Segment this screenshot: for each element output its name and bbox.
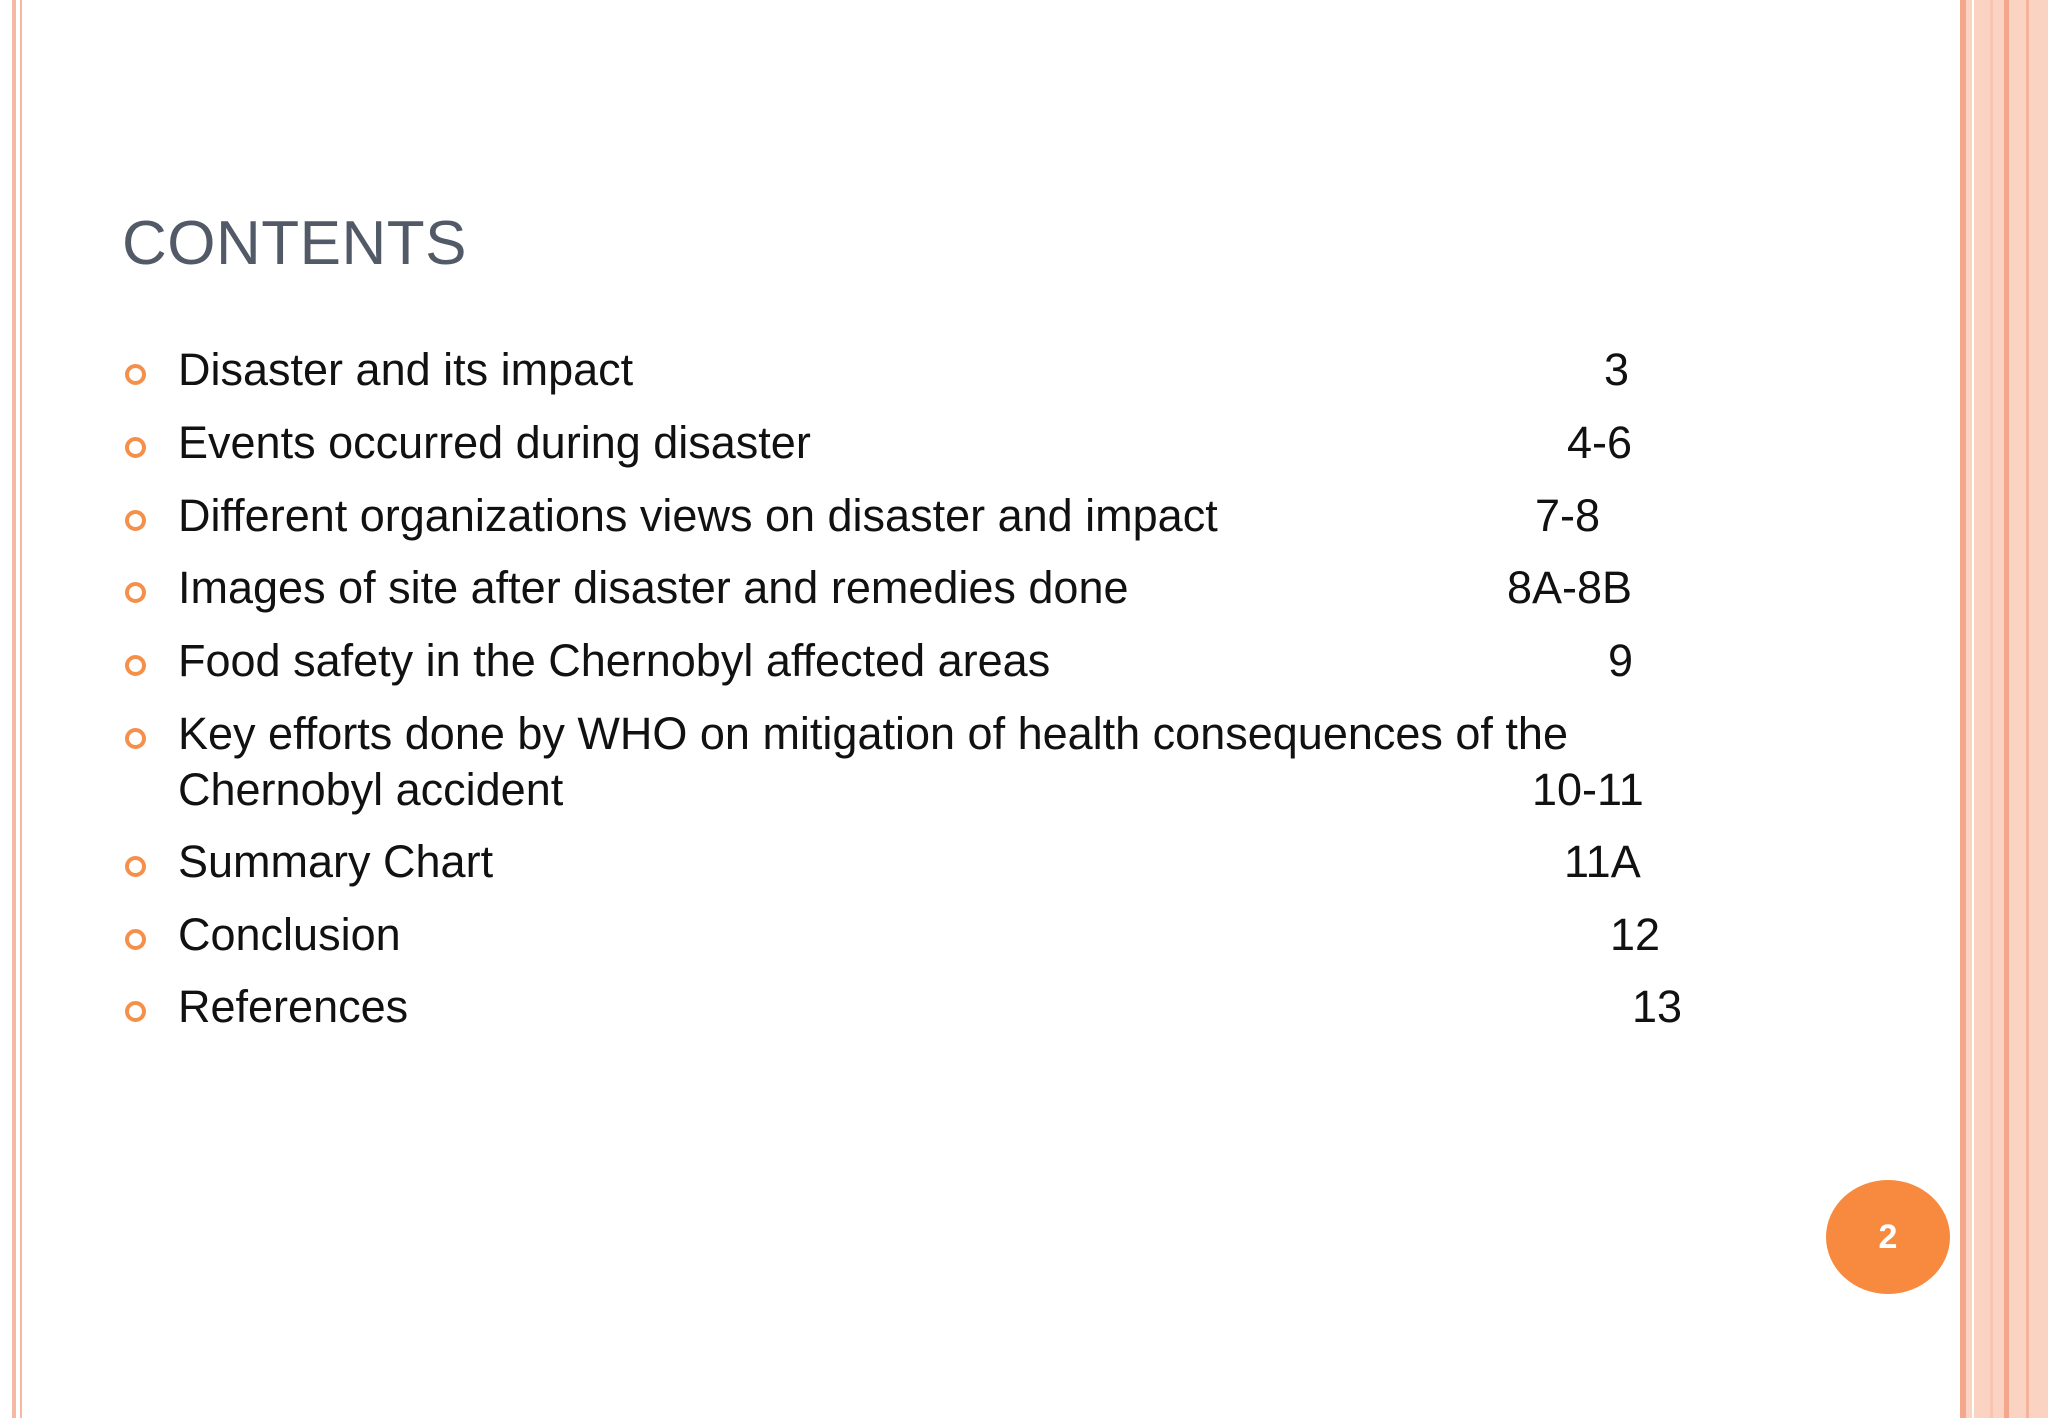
toc-item-title: Disaster and its impact bbox=[178, 344, 634, 395]
toc-item-title: Different organizations views on disaster and impact bbox=[178, 490, 1218, 541]
toc-item-page: 9 bbox=[1608, 635, 1634, 686]
toc-item-title: Food safety in the Chernobyl affected areas bbox=[178, 635, 1051, 686]
toc-item-title: Key efforts done by WHO on mitigation of health consequences of the bbox=[178, 708, 1568, 759]
toc-item-title: Summary Chart bbox=[178, 836, 494, 887]
slide-number-badge: 2 bbox=[1826, 1180, 1950, 1294]
ring-bullet-icon bbox=[125, 856, 146, 877]
toc-item-page: 10-11 bbox=[1532, 764, 1644, 815]
ring-bullet-icon bbox=[125, 1001, 146, 1022]
toc-item-page: 7-8 bbox=[1535, 490, 1601, 541]
ring-bullet-icon bbox=[125, 655, 146, 676]
toc-item-page: 4-6 bbox=[1567, 417, 1633, 468]
ring-bullet-icon bbox=[125, 510, 146, 531]
ring-bullet-icon bbox=[125, 728, 146, 749]
ring-bullet-icon bbox=[125, 929, 146, 950]
toc-item-title: Events occurred during disaster bbox=[178, 417, 811, 468]
toc-item-page: 12 bbox=[1610, 909, 1661, 960]
toc-item-page: 11A bbox=[1564, 836, 1641, 887]
toc-item-title: Conclusion bbox=[178, 909, 401, 960]
toc-item-page: 13 bbox=[1632, 981, 1683, 1032]
slide-title: CONTENTS bbox=[122, 209, 467, 278]
ring-bullet-icon bbox=[125, 437, 146, 458]
ring-bullet-icon bbox=[125, 364, 146, 385]
ring-bullet-icon bbox=[125, 582, 146, 603]
toc-item-title: Images of site after disaster and remedies done bbox=[178, 562, 1129, 613]
toc-item-title-continued: Chernobyl accident bbox=[178, 764, 564, 815]
toc-item-page: 3 bbox=[1604, 344, 1630, 395]
toc-item-title: References bbox=[178, 981, 409, 1032]
toc-item-page: 8A-8B bbox=[1507, 562, 1633, 613]
